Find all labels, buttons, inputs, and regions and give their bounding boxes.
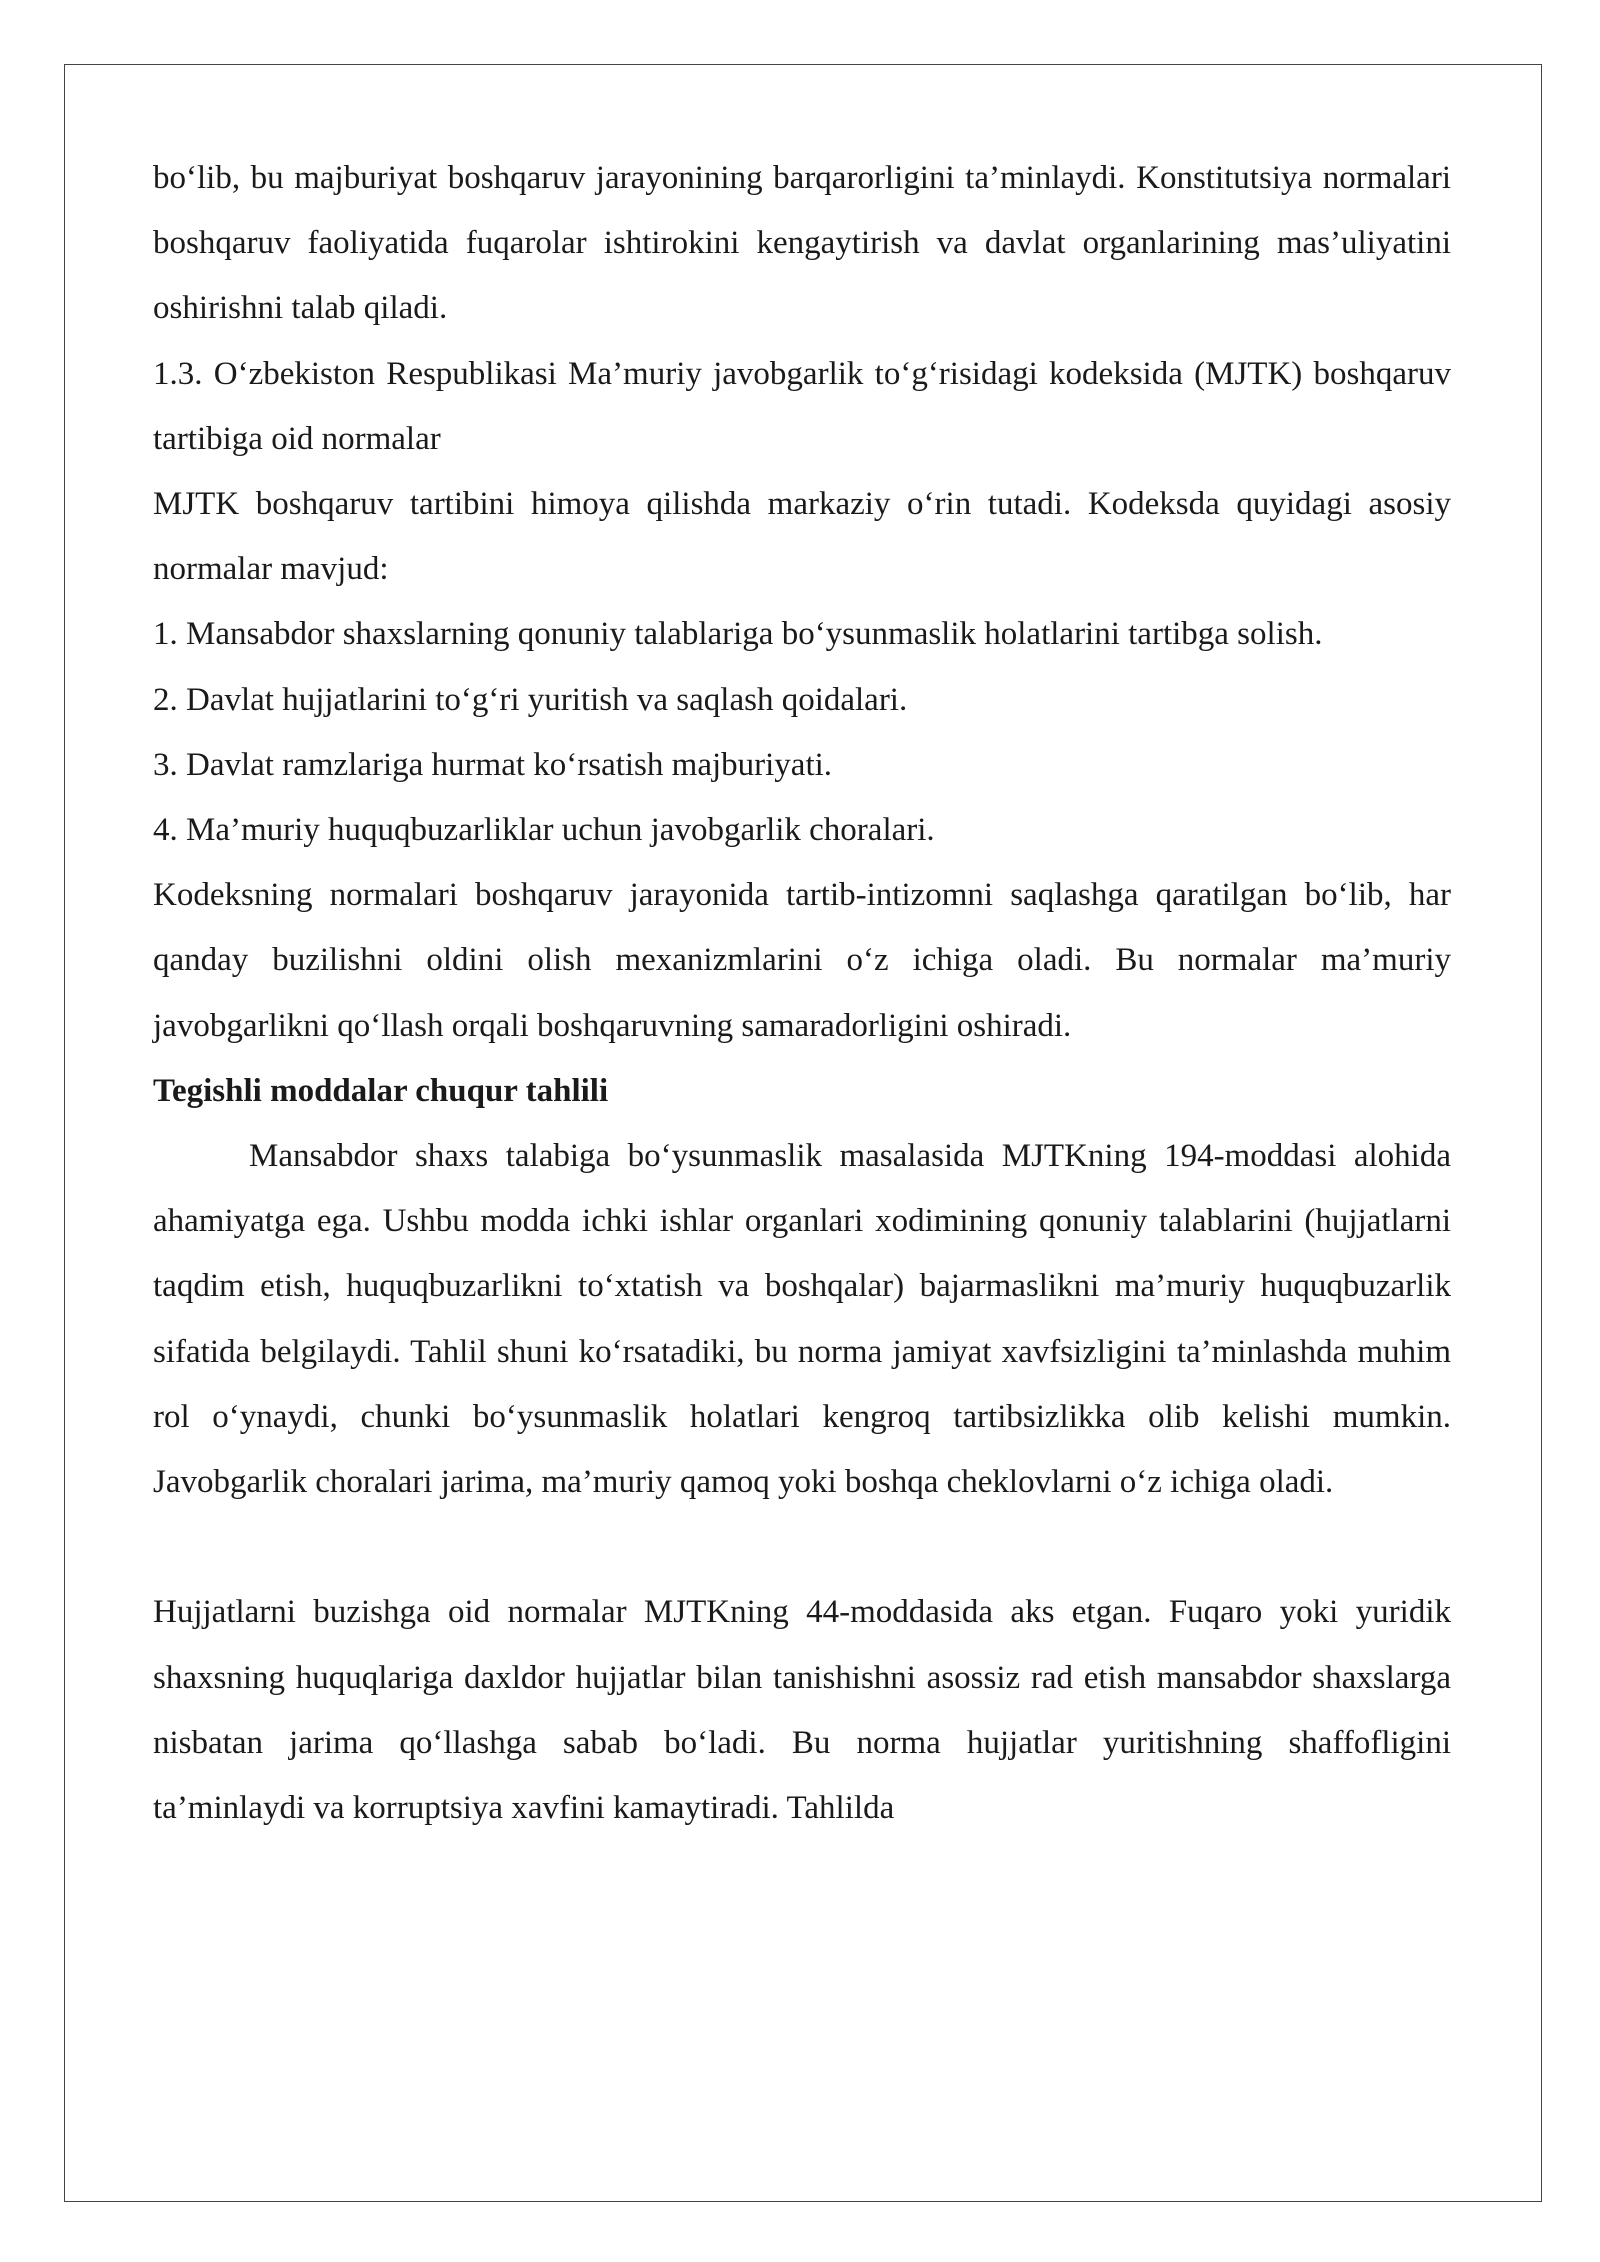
- list-item-3: 3. Davlat ramzlariga hurmat ko‘rsatish majburiyati.: [153, 746, 833, 783]
- blank-line: [153, 1515, 1451, 1580]
- paragraph-constitution-norms: bo‘lib, bu majburiyat boshqaruv jarayonining barqarorligini ta’minlaydi. Konstitutsiya normalari boshqaruv faoliyatida fuqarolar ishtirokini kengaytirish va davlat organlarining mas’uliyatini oshirishni talab qiladi.: [153, 160, 1451, 327]
- document-body: [153, 146, 1451, 1841]
- subheading-deep-analysis: Tegishli moddalar chuqur tahlili: [153, 1072, 609, 1109]
- paragraph-article-44: Hujjatlarni buzishga oid normalar MJTKning 44-moddasida aks etgan. Fuqaro yoki yuridik shaxsning huquqlariga daxldor hujjatlar bilan tanishishni asossiz rad etish mansabdor shaxslarga nisbatan jarima qo‘llashga sabab bo‘ladi. Bu norma hujjatlar yuritishning shaffofligini ta’minlaydi va korruptsiya xavfini kamaytiradi. Tahlilda: [153, 1594, 1451, 1827]
- paragraph-code-norms: Kodeksning normalari boshqaruv jarayonida tartib-intizomni saqlashga qaratilgan bo‘lib, har qanday buzilishni oldini olish mexanizmlarini o‘z ichiga oladi. Bu normalar ma’muriy javobgarlikni qo‘llash orqali boshqaruvning samaradorligini oshiradi.: [153, 877, 1451, 1044]
- list-item-2: 2. Davlat hujjatlarini to‘g‘ri yuritish va saqlash qoidalari.: [153, 681, 908, 718]
- paragraph-article-194: Mansabdor shaxs talabiga bo‘ysunmaslik masalasida MJTKning 194-moddasi alohida ahamiyatga ega. Ushbu modda ichki ishlar organlari xodimining qonuniy talablarini (hujjatlarni taqdim etish, huquqbuzarlikni to‘xtatish va boshqalar) bajarmaslikni ma’muriy huquqbuzarlik sifatida belgilaydi. Tahlil shuni ko‘rsatadiki, bu norma jamiyat xavfsizligini ta’minlashda muhim rol o‘ynaydi, chunki bo‘ysunmaslik holatlari kengroq tartibsizlikka olib kelishi mumkin. Javobgarlik choralari jarima, ma’muriy qamoq yoki boshqa cheklovlarni o‘z ichiga oladi.: [153, 1138, 1451, 1501]
- section-heading-1-3: 1.3. O‘zbekiston Respublikasi Ma’muriy javobgarlik to‘g‘risidagi kodeksida (MJTK) boshqaruv tartibiga oid normalar: [153, 355, 1451, 457]
- list-item-1: 1. Mansabdor shaxslarning qonuniy talablariga bo‘ysunmaslik holatlarini tartibga solish.: [153, 616, 1323, 653]
- paragraph-mjtk-intro: MJTK boshqaruv tartibini himoya qilishda markaziy o‘rin tutadi. Kodeksda quyidagi asosiy normalar mavjud:: [153, 486, 1451, 588]
- list-item-4: 4. Ma’muriy huquqbuzarliklar uchun javobgarlik choralari.: [153, 812, 935, 849]
